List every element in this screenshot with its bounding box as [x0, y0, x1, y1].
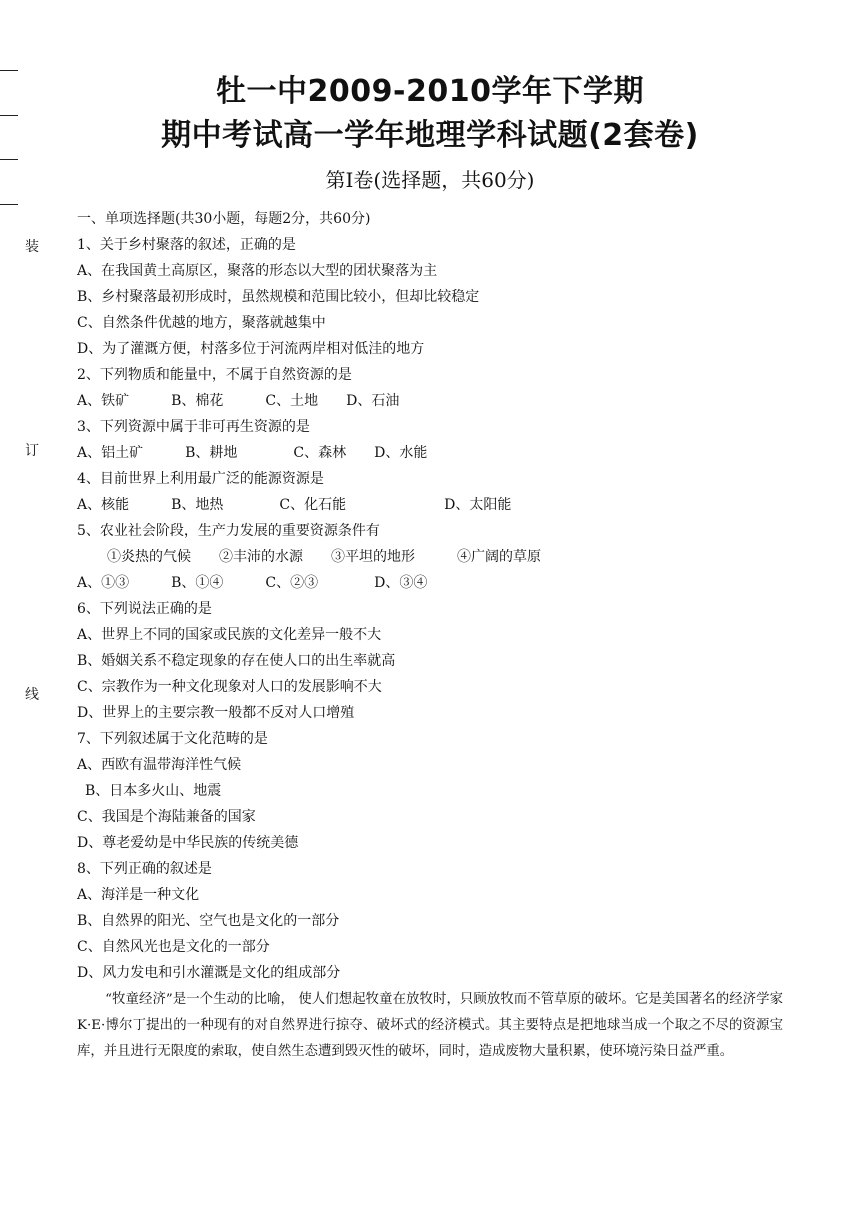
binding-dash	[0, 70, 18, 71]
question-1-option-a: A、在我国黄土高原区，聚落的形态以大型的团状聚落为主	[77, 263, 438, 279]
question-2-stem: 2、下列物质和能量中，不属于自然资源的是	[77, 367, 352, 383]
question-1-stem: 1、关于乡村聚落的叙述，正确的是	[77, 237, 296, 253]
question-6-stem: 6、下列说法正确的是	[77, 601, 212, 617]
question-5-stem: 5、农业社会阶段，生产力发展的重要资源条件有	[77, 523, 380, 539]
question-1-option-d: D、为了灌溉方便，村落多位于河流两岸相对低洼的地方	[77, 341, 425, 357]
question-4-options: A、核能 B、地热 C、化石能 D、太阳能	[77, 497, 512, 513]
question-7-stem: 7、下列叙述属于文化范畴的是	[77, 731, 268, 747]
binding-dash	[0, 204, 18, 205]
question-7-option-c: C、我国是个海陆兼备的国家	[77, 809, 256, 825]
binding-mark-zhuang: 装	[25, 239, 39, 255]
exam-title-line2: 期中考试高一学年地理学科试题(2套卷)	[161, 118, 699, 153]
question-3-options: A、铝土矿 B、耕地 C、森林 D、水能	[77, 445, 428, 461]
part-subtitle: 第Ⅰ卷(选择题，共60分)	[325, 168, 535, 192]
question-8-option-a: A、海洋是一种文化	[77, 887, 200, 903]
question-6-option-b: B、婚姻关系不稳定现象的存在使人口的出生率就高	[77, 653, 396, 669]
question-4-stem: 4、目前世界上利用最广泛的能源资源是	[77, 471, 324, 487]
question-2-options: A、铁矿 B、棉花 C、土地 D、石油	[77, 393, 400, 409]
question-8-option-d: D、风力发电和引水灌溉是文化的组成部分	[77, 965, 341, 981]
binding-dash	[0, 159, 18, 160]
question-1-option-b: B、乡村聚落最初形成时，虽然规模和范围比较小，但却比较稳定	[77, 289, 480, 305]
question-8-option-b: B、自然界的阳光、空气也是文化的一部分	[77, 913, 340, 929]
question-6-option-a: A、世界上不同的国家或民族的文化差异一般不大	[77, 627, 382, 643]
question-3-stem: 3、下列资源中属于非可再生资源的是	[77, 419, 310, 435]
binding-mark-xian: 线	[25, 687, 39, 703]
question-1-option-c: C、自然条件优越的地方，聚落就越集中	[77, 315, 326, 331]
binding-mark-ding: 订	[25, 443, 39, 459]
question-5-options: A、①③ B、①④ C、②③ D、③④	[77, 575, 428, 591]
question-6-option-c: C、宗教作为一种文化现象对人口的发展影响不大	[77, 679, 382, 695]
section-heading: 一、单项选择题(共30小题，每题2分，共60分)	[77, 211, 371, 227]
question-5-choices: ①炎热的气候 ②丰沛的水源 ③平坦的地形 ④广阔的草原	[107, 549, 541, 565]
question-7-option-d: D、尊老爱幼是中华民族的传统美德	[77, 835, 299, 851]
question-8-option-c: C、自然风光也是文化的一部分	[77, 939, 270, 955]
question-8-stem: 8、下列正确的叙述是	[77, 861, 212, 877]
question-7-option-a: A、西欧有温带海洋性气候	[77, 757, 242, 773]
exam-title-line1: 牡一中2009-2010学年下学期	[216, 74, 644, 109]
question-list	[77, 206, 837, 986]
question-7-option-b: B、日本多火山、地震	[85, 783, 222, 799]
reading-passage: “牧童经济”是一个生动的比喻， 使人们想起牧童在放牧时，只顾放牧而不管草原的破坏。它是美国著名的经济学家K·E·博尔丁提出的一种现有的对自然界进行掠夺、破坏式的经济模式。其主要特点是把地球当成一个取之不尽的资源宝库，并且进行无限度的索取，使自然生态遭到毁灭性的破坏，同时，造成废物大量积累，使环境污染日益严重。	[77, 992, 783, 1059]
question-6-option-d: D、世界上的主要宗教一般都不反对人口增殖	[77, 705, 355, 721]
